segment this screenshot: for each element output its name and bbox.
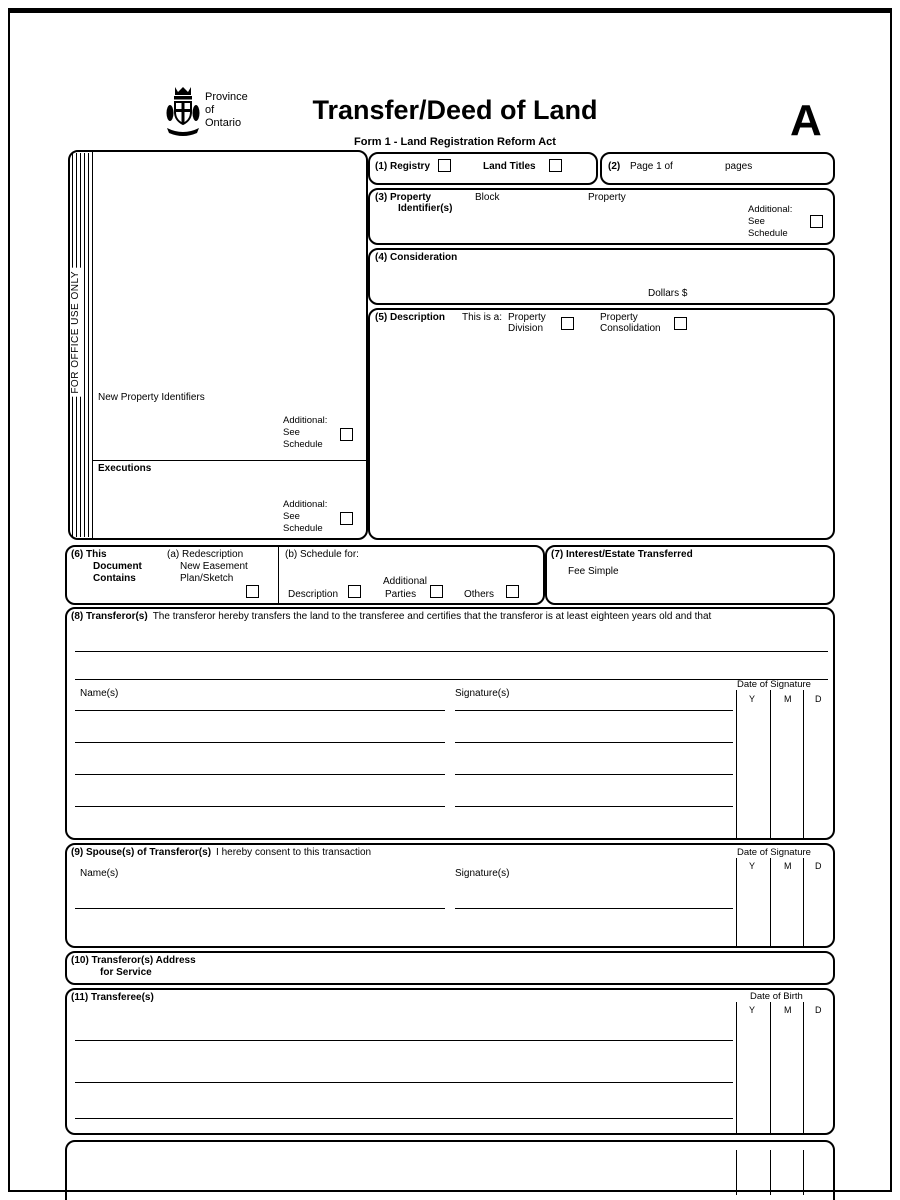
document-contains-title-line1: (6) This [71,549,107,560]
form-subtitle: Form 1 - Land Registration Reform Act [354,136,556,148]
see-label: See [283,511,300,522]
this-is-a-label: This is a: [462,312,503,323]
block-label: Block [475,192,500,203]
date-column-line [770,858,771,946]
writing-line [75,742,445,743]
date-column-line [803,1002,804,1133]
description-title: (5) Description [375,312,446,323]
consideration-title: (4) Consideration [375,252,458,263]
page-title: Transfer/Deed of Land [312,95,598,125]
transferors-statement: The transferor hereby transfers the land to the transferee and certifies that the transferor is at least eighteen years old and that [152,611,712,622]
writing-line [455,710,733,711]
transferors-title: (8) Transferor(s) [71,611,148,622]
additional-label: Additional: [283,499,328,510]
dollars-label: Dollars $ [648,288,688,299]
property-identifiers-schedule-checkbox[interactable] [340,428,353,441]
office-use-panel [68,150,368,540]
writing-line [455,742,733,743]
description-box [368,308,835,540]
fee-simple-label: Fee Simple [568,566,619,577]
registry-checkbox[interactable] [438,159,451,172]
transferees-box [65,988,835,1135]
date-column-line [736,1150,737,1195]
additional-label: Additional: [748,204,793,215]
property-consolidation-label-line1: Property [600,312,638,323]
land-titles-checkbox[interactable] [549,159,562,172]
property-consolidation-label-line2: Consolidation [600,323,661,334]
executions-label: Executions [98,463,152,474]
office-strip-line [88,153,89,537]
date-column-line [736,690,737,838]
office-strip-divider [92,152,93,538]
schedule-label: Schedule [748,228,788,239]
redescription-checkbox[interactable] [246,585,259,598]
document-contains-divider [278,547,279,603]
others-checkbox[interactable] [506,585,519,598]
date-of-signature-header: Date of Signature [737,847,811,858]
continuation-box [65,1140,835,1200]
see-label: See [283,427,300,438]
new-property-identifiers-label: New Property Identifiers [98,392,205,403]
transferees-title: (11) Transferee(s) [71,992,154,1003]
executions-divider [92,460,368,461]
year-column-header: Y [749,694,756,704]
interest-estate-title: (7) Interest/Estate Transferred [551,549,693,560]
date-column-line [770,690,771,838]
additional-parties-label-line2: Parties [385,589,417,600]
writing-line [455,908,733,909]
ontario-coat-of-arms-logo [165,86,201,136]
year-column-header: Y [749,861,756,871]
month-column-header: M [784,861,792,871]
date-column-line [736,1002,737,1133]
property-division-label-line2: Division [508,323,544,334]
property-identifiers-title-line1: (3) Property [375,192,432,203]
schedule-for-label: (b) Schedule for: [285,549,359,560]
additional-parties-checkbox[interactable] [430,585,443,598]
schedule-description-label: Description [288,589,339,600]
date-column-line [803,690,804,838]
address-for-service-title-line1: (10) Transferor(s) Address [71,955,196,966]
day-column-header: D [815,861,822,871]
property-label: Property [588,192,626,203]
province-label-line3: Ontario [205,117,242,129]
schedule-label: Schedule [283,523,323,534]
names-header: Name(s) [80,688,119,699]
page-box-number: (2) [608,161,621,172]
address-for-service-title-line2: for Service [100,967,152,978]
writing-line [75,1118,733,1119]
date-column-line [770,1002,771,1133]
day-column-header: D [815,1005,822,1015]
document-contains-title-line2: Document [93,561,142,572]
year-column-header: Y [749,1005,756,1015]
writing-line [455,774,733,775]
names-header: Name(s) [80,868,119,879]
office-strip-line [84,153,85,537]
date-column-line [803,1150,804,1195]
signatures-header: Signature(s) [455,688,510,699]
date-of-birth-header: Date of Birth [750,991,803,1002]
writing-line [75,710,445,711]
writing-line [75,651,828,652]
schedule-label: Schedule [283,439,323,450]
new-easement-label: New Easement [180,561,248,572]
day-column-header: D [815,694,822,704]
writing-line [75,908,445,909]
form-version-letter: A [790,96,822,145]
date-column-line [803,858,804,946]
date-column-line [736,858,737,946]
page-of-label: Page 1 of [630,161,673,172]
plan-sketch-label: Plan/Sketch [180,573,234,584]
land-titles-label: Land Titles [483,161,536,172]
spouses-title: (9) Spouse(s) of Transferor(s) [71,847,212,858]
for-office-use-only-label: FOR OFFICE USE ONLY [70,268,81,397]
writing-line [75,679,828,680]
province-label-line1: Province [205,91,248,103]
property-identifiers-title-line2: Identifier(s) [398,203,453,214]
see-label: See [748,216,765,227]
additional-parties-label-line1: Additional [383,576,427,587]
property-division-label-line1: Property [508,312,546,323]
pages-label: pages [725,161,753,172]
writing-line [75,1040,733,1041]
redescription-label: (a) Redescription [167,549,244,560]
others-label: Others [464,589,495,600]
writing-line [455,806,733,807]
property-consolidation-checkbox[interactable] [674,317,687,330]
spouses-statement: I hereby consent to this transaction [216,847,372,858]
writing-line [75,806,445,807]
additional-label: Additional: [283,415,328,426]
executions-schedule-checkbox[interactable] [340,512,353,525]
writing-line [75,774,445,775]
writing-line [75,1082,733,1083]
property-division-checkbox[interactable] [561,317,574,330]
signatures-header: Signature(s) [455,868,510,879]
province-label-line2: of [205,104,215,116]
date-of-signature-header: Date of Signature [737,679,811,690]
document-contains-title-line3: Contains [93,573,136,584]
month-column-header: M [784,694,792,704]
registry-label: (1) Registry [375,161,431,172]
date-column-line [770,1150,771,1195]
property-schedule-checkbox[interactable] [810,215,823,228]
spouses-box [65,843,835,948]
month-column-header: M [784,1005,792,1015]
schedule-description-checkbox[interactable] [348,585,361,598]
